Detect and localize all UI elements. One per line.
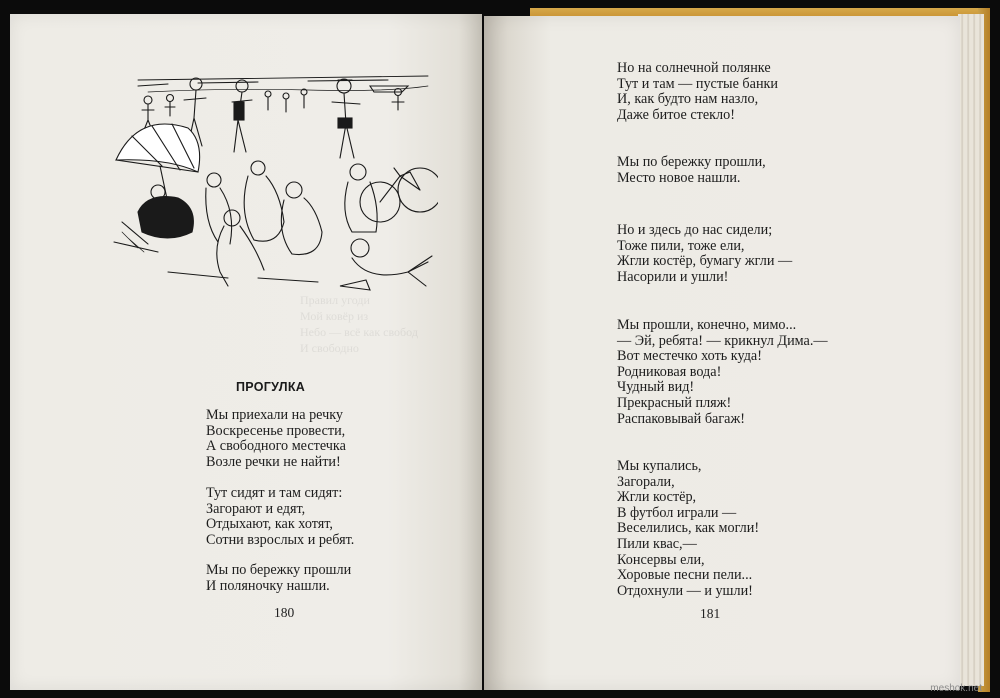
verse-line: Мы купались, (617, 458, 702, 474)
verse-line: Насорили и ушли! (617, 268, 729, 285)
verse-line: И поляночку нашли. (206, 577, 330, 594)
right-stanza-2 (617, 155, 766, 186)
verse-line: Чудный вид! (617, 379, 695, 396)
watermark: meshok.net (930, 683, 982, 694)
verse-line: Мы по бережку прошли, (617, 154, 766, 170)
verse-line: Мы прошли, конечно, мимо... (617, 317, 797, 333)
verse-line: Но на солнечной полянке (617, 60, 771, 76)
poem-title: ПРОГУЛКА (236, 380, 306, 394)
verse-line: И, как будто нам назло, (617, 91, 759, 108)
verse-line: Мы по бережку прошли (206, 562, 352, 578)
verse-line: Загорают и едят, (206, 500, 306, 517)
verse-line: Жгли костёр, (617, 489, 697, 506)
verse-line: Отдохнули — и ушли! (617, 582, 753, 599)
verse-line: — Эй, ребята! — крикнул Дима.— (617, 332, 828, 349)
verse-line: Но и здесь до нас сидели; (617, 222, 773, 238)
beach-crowd-illustration (108, 72, 438, 300)
verse-line: Воскресенье провести, (206, 422, 346, 439)
verse-line: Вот местечко хоть куда! (617, 348, 762, 365)
right-stanza-4 (617, 318, 828, 427)
verse-line: Отдыхают, как хотят, (206, 516, 333, 533)
verse-line: Консервы ели, (617, 551, 705, 568)
verse-line: Даже битое стекло! (617, 106, 735, 123)
verse-line: Сотни взрослых и ребят. (206, 531, 355, 548)
verse-line: Пили квас,— (617, 535, 697, 552)
verse-line: Родниковая вода! (617, 363, 722, 380)
right-stanza-3 (617, 223, 792, 285)
left-stanza-2 (206, 486, 354, 548)
page-edges (958, 14, 984, 686)
right-stanza-1 (617, 61, 778, 123)
page-number-left: 180 (274, 605, 295, 620)
verse-line: Загорали, (617, 473, 675, 490)
verse-line: Возле речки не найти! (206, 453, 341, 470)
verse-line: А свободного местечка (206, 438, 346, 455)
verse-line: Мы приехали на речку (206, 407, 344, 423)
verse-line: Тоже пили, тоже ели, (617, 237, 745, 254)
verse-line: Распаковывай багаж! (617, 410, 745, 427)
bleed-through-text: Правил угоди Мой ковёр из Небо — всё как свобод И свободно (300, 293, 418, 355)
verse-line: Прекрасный пляж! (617, 394, 732, 411)
page-number-right: 181 (700, 606, 721, 621)
left-stanza-3 (206, 563, 351, 594)
verse-line: Хоровые песни пели... (617, 567, 753, 584)
verse-line: Тут и там — пустые банки (617, 75, 779, 92)
verse-line: Место новое нашли. (617, 169, 741, 186)
verse-line: В футбол играли — (617, 504, 737, 521)
right-stanza-5 (617, 459, 759, 599)
verse-line: Жгли костёр, бумагу жгли — (617, 253, 793, 270)
verse-line: Веселились, как могли! (617, 520, 760, 537)
verse-line: Тут сидят и там сидят: (206, 485, 343, 501)
left-stanza-1 (206, 408, 346, 470)
